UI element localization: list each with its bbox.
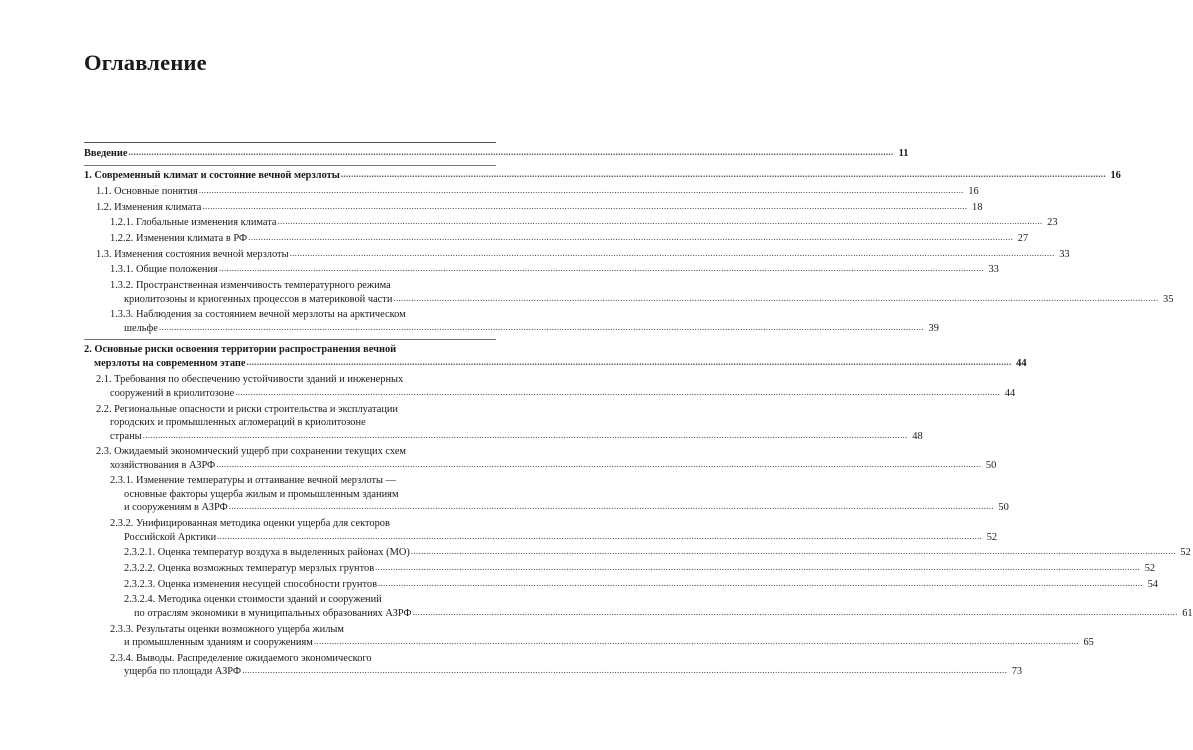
- toc-entry-s2-3-4[interactable]: [84, 652, 1023, 679]
- toc-entry-title: хозяйствования в АЗРФ: [110, 459, 216, 471]
- toc-page-number: 50: [985, 459, 997, 471]
- dot-leader: ............................................................................................................................................................................................................................................................................................................: [198, 185, 964, 195]
- toc-entry-s1-3[interactable]: [84, 247, 1070, 262]
- toc-entry-s1-3-3[interactable]: [84, 308, 939, 335]
- toc-entry-line: 2.3.2. Унифицированная методика оценки ущерба для секторов: [110, 518, 390, 530]
- dot-leader: ............................................................................................................................................................................................................................................................................................................: [289, 247, 1055, 258]
- toc-entry-title: сооружений в криолитозоне: [110, 387, 235, 399]
- dot-leader: ............................................................................................................................................................................................................................................................................................................: [158, 321, 924, 332]
- dot-leader: ............................................................................................................................................................................................................................................................................................................: [375, 561, 1141, 572]
- dot-leader: ............................................................................................................................................................................................................................................................................................................: [218, 263, 984, 274]
- toc-entry-s1-3-2[interactable]: [84, 279, 1174, 306]
- chapter-divider: [84, 339, 496, 340]
- dot-leader: ............................................................................................................................................................................................................................................................................................................: [246, 356, 1012, 367]
- toc-entry-line: 2.3.1. Изменение температуры и оттаивание вечной мерзлоты —: [110, 475, 396, 487]
- toc-page-number: 52: [1144, 562, 1156, 574]
- dot-leader: ............................................................................................................................................................................................................................................................................................................: [228, 501, 994, 512]
- dot-leader: ............................................................................................................................................................................................................................................................................................................: [248, 232, 1014, 243]
- toc-entry-s2-3-2-2[interactable]: [84, 561, 1156, 576]
- toc-entry-title: мерзлоты на современном этапе: [94, 357, 246, 369]
- toc-entry-s1-2-1[interactable]: [84, 216, 1058, 230]
- dot-leader: ............................................................................................................................................................................................................................................................................................................: [277, 216, 1043, 227]
- toc-entry-line: 2.3.2.4. Методика оценки стоимости зданий и сооружений: [124, 594, 382, 606]
- toc-page-number: 44: [1004, 387, 1016, 399]
- toc-entry-line: 2.3. Ожидаемый экономический ущерб при сохранении текущих схем: [96, 446, 407, 458]
- dot-leader: ............................................................................................................................................................................................................................................................................................................: [142, 429, 908, 440]
- toc-entry-line: 1.3.3. Наблюдения за состоянием вечной мерзлоты на арктическом: [110, 309, 406, 321]
- toc-page-number: 44: [1016, 357, 1027, 369]
- dot-leader: ............................................................................................................................................................................................................................................................................................................: [202, 200, 968, 211]
- toc-entry-s2-3[interactable]: [84, 445, 997, 472]
- toc-entry-title: 1.3. Изменения состояния вечной мерзлоты: [96, 248, 289, 260]
- toc-entry-line: основные факторы ущерба жилым и промышленным зданиям: [124, 488, 399, 500]
- dot-leader: ............................................................................................................................................................................................................................................................................................................: [242, 665, 1008, 676]
- toc-page-number: 16: [968, 186, 979, 197]
- toc-entry-title: 1. Современный климат и состояние вечной мерзлоты: [84, 169, 340, 181]
- toc-entry-line: 1.3.2. Пространственная изменчивость температурного режима: [110, 280, 391, 292]
- toc-entry-title: 1.1. Основные понятия: [96, 186, 198, 197]
- dot-leader: ............................................................................................................................................................................................................................................................................................................: [393, 292, 1159, 303]
- toc-entry-title: и промышленным зданиям и сооружениям: [124, 637, 313, 648]
- dot-leader: ............................................................................................................................................................................................................................................................................................................: [340, 168, 1106, 179]
- toc-entry-title: ущерба по площади АЗРФ: [124, 666, 242, 678]
- toc-entry-s2-3-2-4[interactable]: [84, 593, 1193, 620]
- toc-entry-title: Российской Арктики: [124, 531, 217, 543]
- toc-page-number: 16: [1110, 169, 1121, 181]
- toc-entry-s2-2[interactable]: [84, 403, 923, 444]
- toc-page-number: 52: [1180, 547, 1191, 559]
- toc-page-number: 33: [1059, 248, 1070, 260]
- toc-entry-title: 1.2.1. Глобальные изменения климата: [110, 217, 277, 229]
- table-of-contents: [84, 145, 1193, 681]
- toc-page-number: 39: [928, 322, 939, 334]
- toc-entry-line: 2. Основные риски освоения территории распространения вечной: [84, 344, 397, 356]
- toc-entry-title: криолитозоны и криогенных процессов в материковой части: [124, 293, 393, 305]
- toc-entry-title: и сооружениям в АЗРФ: [124, 502, 228, 514]
- toc-entry-title: 1.3.1. Общие положения: [110, 264, 218, 276]
- toc-entry-title: 2.3.2.2. Оценка возможных температур мерзлых грунтов: [124, 562, 375, 574]
- toc-entry-intro[interactable]: [84, 147, 909, 161]
- toc-entry-s1-2-2[interactable]: [84, 232, 1029, 246]
- toc-page-number: 61: [1182, 607, 1193, 619]
- toc-entry-s2-3-2[interactable]: [84, 517, 998, 544]
- toc-entry-title: по отраслям экономики в муниципальных образованиях АЗРФ: [134, 607, 412, 619]
- toc-entry-s2-3-2-3[interactable]: [84, 577, 1158, 592]
- toc-entry-line: 2.3.3. Результаты оценки возможного ущерба жилым: [110, 623, 344, 635]
- dot-leader: ............................................................................................................................................................................................................................................................................................................: [410, 546, 1176, 557]
- toc-entry-title: 1.2. Изменения климата: [96, 201, 202, 213]
- toc-entry-ch1[interactable]: [84, 168, 1121, 183]
- toc-entry-title: шельфе: [124, 322, 158, 334]
- toc-entry-s2-3-2-1[interactable]: [84, 546, 1191, 560]
- toc-page-number: 50: [998, 502, 1009, 514]
- toc-page-number: 33: [988, 264, 999, 276]
- toc-page-number: 23: [1047, 217, 1058, 229]
- toc-top-divider: [84, 142, 496, 143]
- toc-entry-title: Введение: [84, 148, 128, 159]
- toc-entry-title: 2.3.2.1. Оценка температур воздуха в выделенных районах (МО): [124, 547, 410, 559]
- toc-entry-title: 2.3.2.3. Оценка изменения несущей способности грунтов: [124, 578, 377, 590]
- toc-entry-s2-3-1[interactable]: [84, 474, 1009, 515]
- toc-page-number: 27: [1017, 233, 1029, 245]
- toc-entry-title: 1.2.2. Изменения климата в РФ: [110, 233, 248, 245]
- dot-leader: ............................................................................................................................................................................................................................................................................................................: [313, 636, 1079, 646]
- toc-entry-s2-1[interactable]: [84, 373, 1016, 400]
- toc-entry-line: 2.1. Требования по обеспечению устойчивости зданий и инженерных: [96, 374, 404, 386]
- dot-leader: ............................................................................................................................................................................................................................................................................................................: [412, 606, 1178, 617]
- toc-entry-s1-1[interactable]: [84, 185, 979, 199]
- dot-leader: ............................................................................................................................................................................................................................................................................................................: [235, 386, 1001, 397]
- dot-leader: ............................................................................................................................................................................................................................................................................................................: [217, 530, 983, 541]
- toc-entry-ch2[interactable]: [84, 343, 1027, 370]
- toc-page-number: 52: [986, 531, 998, 543]
- toc-entry-line: городских и промышленных агломераций в криолитозоне: [110, 417, 366, 428]
- toc-page-number: 35: [1163, 293, 1174, 305]
- toc-entry-s1-3-1[interactable]: [84, 263, 999, 277]
- dot-leader: ............................................................................................................................................................................................................................................................................................................: [377, 577, 1143, 588]
- toc-page-number: 65: [1083, 637, 1094, 648]
- toc-entry-line: 2.2. Региональные опасности и риски строительства и эксплуатации: [96, 403, 398, 415]
- toc-entry-title: страны: [110, 430, 142, 442]
- chapter-divider: [84, 165, 496, 166]
- toc-page-number: 48: [912, 430, 923, 442]
- toc-entry-line: 2.3.4. Выводы. Распределение ожидаемого экономического: [110, 652, 372, 664]
- toc-entry-s1-2[interactable]: [84, 200, 983, 215]
- toc-page-number: 18: [972, 201, 983, 213]
- toc-page-number: 11: [898, 148, 909, 159]
- toc-entry-s2-3-3[interactable]: [84, 623, 1094, 650]
- dot-leader: ............................................................................................................................................................................................................................................................................................................: [216, 458, 982, 469]
- dot-leader: ............................................................................................................................................................................................................................................................................................................: [128, 147, 894, 157]
- page-title: Оглавление: [84, 50, 207, 75]
- toc-page-number: 73: [1011, 666, 1023, 678]
- toc-page-number: 54: [1147, 578, 1158, 590]
